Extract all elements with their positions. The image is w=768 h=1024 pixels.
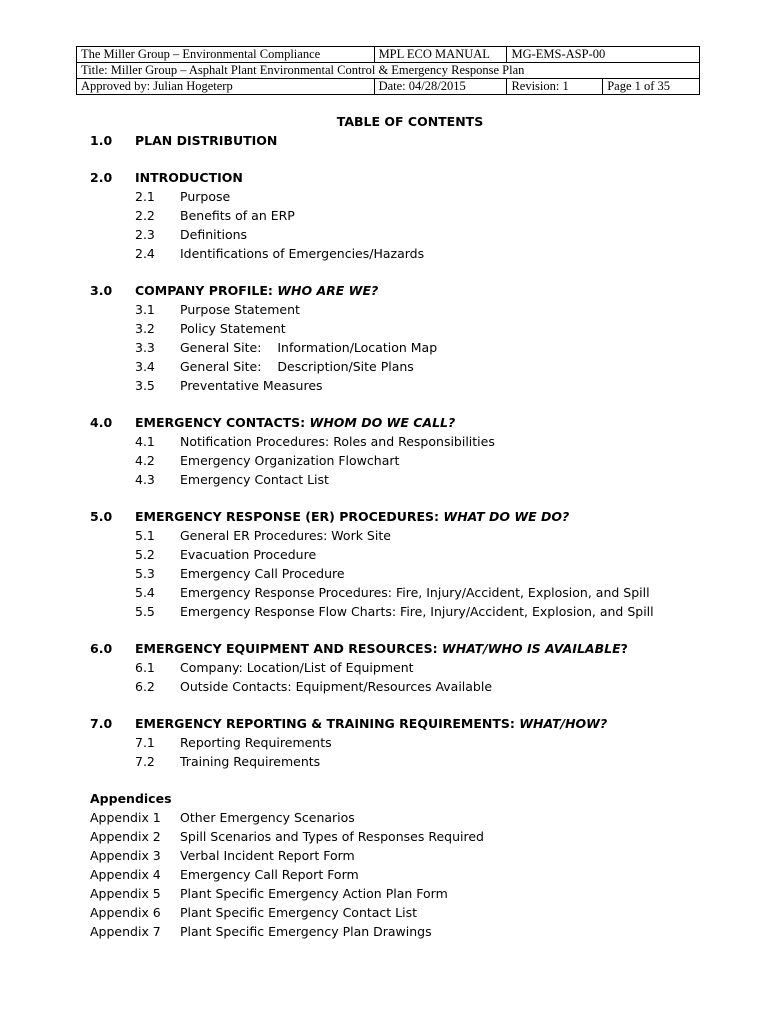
section-title-text: PLAN DISTRIBUTION: [135, 133, 278, 148]
subsection-title: General Site: Information/Location Map: [180, 340, 438, 355]
header-doc-code: MG-EMS-ASP-00: [507, 47, 700, 63]
subsection-title: Outside Contacts: Equipment/Resources Available: [180, 679, 493, 694]
subsection-number: 5.5: [135, 604, 155, 619]
section-title-text: INTRODUCTION: [135, 170, 243, 185]
subsection-title: Reporting Requirements: [180, 735, 332, 750]
subsection-number: 7.2: [135, 754, 155, 769]
appendix-number: Appendix 4: [90, 867, 161, 882]
section-number: 2.0: [90, 170, 113, 185]
subsection-number: 5.4: [135, 585, 155, 600]
toc-subsection: [90, 338, 690, 357]
section-question: WHO ARE WE?: [277, 283, 379, 298]
header-manual: MPL ECO MANUAL: [374, 47, 507, 63]
section-question: WHAT DO WE DO?: [443, 509, 570, 524]
appendix-number: Appendix 1: [90, 810, 161, 825]
toc-subsection: [90, 526, 690, 545]
subsection-title: Emergency Contact List: [180, 472, 329, 487]
subsection-number: 3.2: [135, 321, 155, 336]
toc-subsection: [90, 206, 690, 225]
section-spacer: [90, 621, 690, 639]
header-title: Title: Miller Group – Asphalt Plant Environmental Control & Emergency Response Plan: [77, 63, 700, 79]
header-page: Page 1 of 35: [603, 79, 700, 95]
section-title: [135, 507, 569, 526]
toc-section-heading: [90, 168, 690, 187]
subsection-title: Identifications of Emergencies/Hazards: [180, 246, 425, 261]
appendix-item: [90, 846, 690, 865]
toc-section-heading: [90, 507, 690, 526]
subsection-title: Emergency Response Procedures: Fire, Injury/Accident, Explosion, and Spill: [180, 585, 650, 600]
section-title-text: EMERGENCY EQUIPMENT AND RESOURCES:: [135, 641, 442, 656]
section-title: [135, 639, 628, 658]
toc-section-heading: [90, 281, 690, 300]
toc-subsection: [90, 187, 690, 206]
appendix-title: Spill Scenarios and Types of Responses Required: [180, 829, 484, 844]
subsection-title: Training Requirements: [180, 754, 321, 769]
toc-subsection: [90, 752, 690, 771]
subsection-number: 4.3: [135, 472, 155, 487]
toc-subsection: [90, 583, 690, 602]
section-number: 3.0: [90, 283, 113, 298]
toc-subsection: [90, 244, 690, 263]
section-spacer: [90, 150, 690, 168]
subsection-number: 5.3: [135, 566, 155, 581]
section-question: WHAT/WHO IS AVAILABLE: [441, 641, 621, 656]
section-question: WHOM DO WE CALL?: [309, 415, 456, 430]
section-title-tail: ?: [620, 641, 628, 656]
toc-subsection: [90, 451, 690, 470]
toc-section-heading: [90, 413, 690, 432]
appendix-item: [90, 884, 690, 903]
header-company: The Miller Group – Environmental Compliance: [77, 47, 375, 63]
section-number: 6.0: [90, 641, 113, 656]
appendix-item: [90, 865, 690, 884]
section-question: WHAT/HOW?: [519, 716, 608, 731]
toc-subsection: [90, 602, 690, 621]
appendix-item: [90, 827, 690, 846]
subsection-number: 2.2: [135, 208, 155, 223]
section-title: [135, 131, 277, 150]
toc-subsection: [90, 564, 690, 583]
toc-section-heading: [90, 131, 690, 150]
subsection-title: Emergency Response Flow Charts: Fire, Injury/Accident, Explosion, and Spill: [180, 604, 654, 619]
section-title-text: EMERGENCY CONTACTS:: [135, 415, 310, 430]
section-spacer: [90, 489, 690, 507]
appendix-number: Appendix 2: [90, 829, 161, 844]
table-of-contents: [90, 112, 690, 941]
toc-subsection: [90, 319, 690, 338]
appendices-list: [90, 808, 690, 941]
toc-subsection: [90, 677, 690, 696]
subsection-number: 6.2: [135, 679, 155, 694]
section-number: 4.0: [90, 415, 113, 430]
section-spacer: [90, 263, 690, 281]
toc-section-heading: [90, 639, 690, 658]
subsection-title: Purpose: [180, 189, 231, 204]
section-number: 7.0: [90, 716, 113, 731]
subsection-number: 6.1: [135, 660, 155, 675]
section-spacer: [90, 696, 690, 714]
appendix-title: Other Emergency Scenarios: [180, 810, 355, 825]
appendix-number: Appendix 5: [90, 886, 161, 901]
subsection-number: 3.5: [135, 378, 155, 393]
toc-title: TABLE OF CONTENTS: [336, 114, 484, 129]
subsection-number: 3.3: [135, 340, 155, 355]
toc-subsection: [90, 300, 690, 319]
section-title: [135, 281, 378, 300]
appendix-item: [90, 903, 690, 922]
section-title: [135, 714, 607, 733]
subsection-number: 4.2: [135, 453, 155, 468]
toc-subsection: [90, 225, 690, 244]
toc-subsection: [90, 545, 690, 564]
header-revision: Revision: 1: [507, 79, 603, 95]
subsection-title: Preventative Measures: [180, 378, 323, 393]
subsection-title: Emergency Organization Flowchart: [180, 453, 400, 468]
section-number: 1.0: [90, 133, 113, 148]
subsection-title: Emergency Call Procedure: [180, 566, 345, 581]
section-title: [135, 168, 243, 187]
appendix-number: Appendix 3: [90, 848, 161, 863]
subsection-number: 2.3: [135, 227, 155, 242]
section-title-text: EMERGENCY REPORTING & TRAINING REQUIREMENTS:: [135, 716, 520, 731]
section-number: 5.0: [90, 509, 113, 524]
subsection-title: Company: Location/List of Equipment: [180, 660, 414, 675]
section-spacer: [90, 771, 690, 789]
appendix-number: Appendix 7: [90, 924, 161, 939]
section-title-text: EMERGENCY RESPONSE (ER) PROCEDURES:: [135, 509, 444, 524]
appendix-title: Emergency Call Report Form: [180, 867, 359, 882]
header-row-3: [77, 79, 700, 95]
subsection-title: Notification Procedures: Roles and Responsibilities: [180, 434, 495, 449]
subsection-number: 3.1: [135, 302, 155, 317]
subsection-title: General Site: Description/Site Plans: [180, 359, 414, 374]
appendix-title: Plant Specific Emergency Plan Drawings: [180, 924, 432, 939]
appendix-number: Appendix 6: [90, 905, 161, 920]
section-spacer: [90, 395, 690, 413]
section-title: [135, 413, 455, 432]
header-date: Date: 04/28/2015: [374, 79, 507, 95]
subsection-title: General ER Procedures: Work Site: [180, 528, 391, 543]
toc-section-heading: [90, 714, 690, 733]
header-row-2: [77, 63, 700, 79]
toc-subsection: [90, 357, 690, 376]
appendices-heading: Appendices: [90, 791, 172, 806]
appendix-title: Plant Specific Emergency Action Plan Form: [180, 886, 448, 901]
header-row-1: [77, 47, 700, 63]
toc-subsection: [90, 376, 690, 395]
subsection-number: 4.1: [135, 434, 155, 449]
subsection-title: Definitions: [180, 227, 248, 242]
appendix-title: Verbal Incident Report Form: [180, 848, 355, 863]
subsection-title: Benefits of an ERP: [180, 208, 295, 223]
appendix-item: [90, 808, 690, 827]
subsection-number: 2.4: [135, 246, 155, 261]
toc-subsection: [90, 470, 690, 489]
subsection-title: Purpose Statement: [180, 302, 300, 317]
subsection-number: 3.4: [135, 359, 155, 374]
appendix-item: [90, 922, 690, 941]
subsection-title: Policy Statement: [180, 321, 286, 336]
subsection-number: 7.1: [135, 735, 155, 750]
section-title-text: COMPANY PROFILE:: [135, 283, 278, 298]
subsection-number: 5.1: [135, 528, 155, 543]
toc-subsection: [90, 733, 690, 752]
appendix-title: Plant Specific Emergency Contact List: [180, 905, 418, 920]
subsection-number: 2.1: [135, 189, 155, 204]
toc-body: [90, 131, 690, 789]
toc-subsection: [90, 432, 690, 451]
subsection-title: Evacuation Procedure: [180, 547, 317, 562]
subsection-number: 5.2: [135, 547, 155, 562]
toc-subsection: [90, 658, 690, 677]
header-approved: Approved by: Julian Hogeterp: [77, 79, 375, 95]
document-header-table: [76, 46, 700, 95]
